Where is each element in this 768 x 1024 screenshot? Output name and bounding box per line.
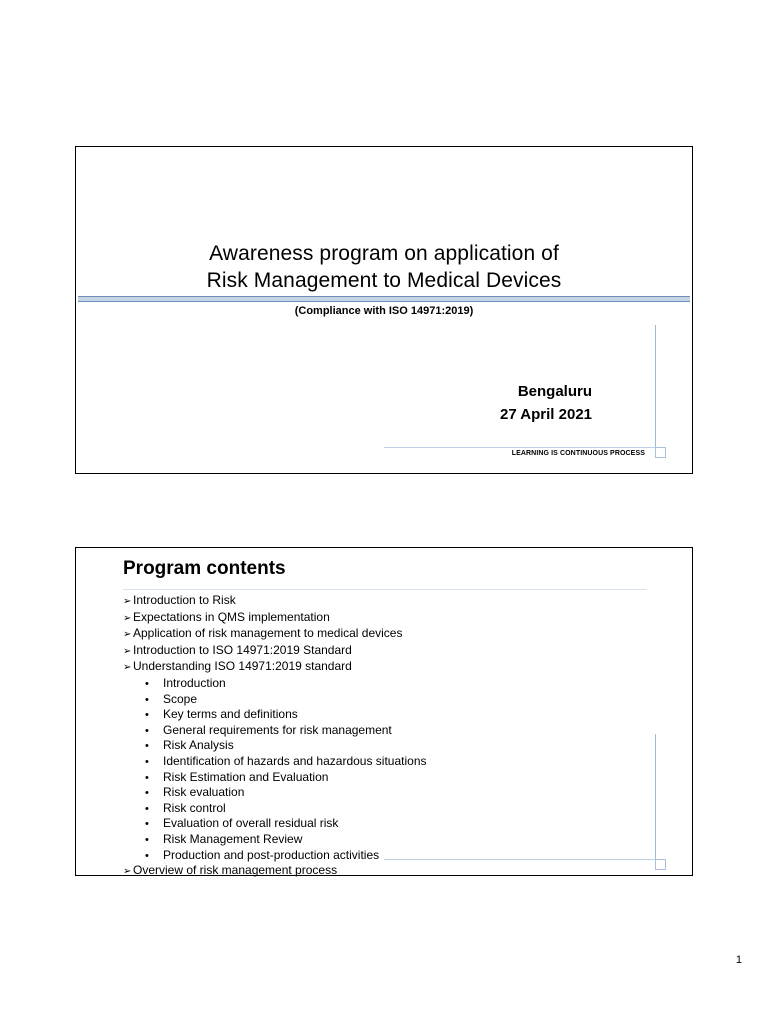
contents-subitem [123, 692, 427, 708]
contents-subitem [123, 848, 427, 864]
contents-item-text: Introduction to Risk [133, 593, 236, 607]
contents-item [123, 659, 427, 676]
contents-item-text: Evaluation of overall residual risk [163, 816, 339, 831]
title-line-2: Risk Management to Medical Devices [206, 269, 562, 292]
contents-item [123, 610, 427, 627]
dot-bullet-icon: • [145, 771, 149, 784]
location-text: Bengaluru [517, 383, 592, 400]
contents-subitem [123, 723, 427, 739]
contents-item-text: Expectations in QMS implementation [133, 609, 330, 624]
dot-bullet-icon: • [145, 849, 149, 862]
contents-item [123, 863, 427, 880]
dot-bullet-icon: • [145, 802, 149, 815]
guide-line-vertical [655, 325, 656, 450]
corner-square [655, 859, 666, 870]
contents-list [123, 593, 427, 880]
contents-item-text: Introduction to ISO 14971:2019 Standard [133, 642, 352, 657]
contents-subitem [123, 770, 427, 786]
contents-item-text: Overview of risk management process [133, 863, 338, 878]
dot-bullet-icon: • [145, 693, 149, 706]
heading-underline [123, 589, 647, 590]
arrow-bullet-icon: ➢ [123, 629, 132, 641]
title-divider [78, 296, 690, 302]
dot-bullet-icon: • [145, 755, 149, 768]
dot-bullet-icon: • [145, 677, 149, 690]
page-number: 1 [735, 954, 742, 966]
contents-item [123, 593, 427, 610]
title-slide-heading [76, 240, 692, 294]
title-subtitle: (Compliance with ISO 14971:2019) [294, 305, 474, 317]
contents-slide [75, 547, 693, 876]
contents-item-text: Risk Management Review [163, 831, 303, 846]
arrow-bullet-icon: ➢ [123, 866, 132, 878]
guide-line-horizontal [384, 447, 655, 448]
contents-item-text: Scope [163, 691, 198, 706]
title-slide [75, 146, 693, 474]
tagline-text: LEARNING IS CONTINUOUS PROCESS [511, 450, 645, 457]
contents-item-text: General requirements for risk management [163, 722, 392, 737]
contents-subitem [123, 832, 427, 848]
contents-subitem [123, 754, 427, 770]
contents-item-text: Risk evaluation [163, 785, 245, 800]
dot-bullet-icon: • [145, 833, 149, 846]
corner-square [655, 447, 666, 458]
contents-item-text: Introduction [163, 675, 226, 690]
title-line-1: Awareness program on application of [209, 242, 559, 265]
contents-subitem [123, 816, 427, 832]
contents-item-text: Understanding ISO 14971:2019 standard [133, 659, 352, 674]
arrow-bullet-icon: ➢ [123, 662, 132, 674]
dot-bullet-icon: • [145, 818, 149, 831]
date-text: 27 April 2021 [500, 406, 592, 423]
dot-bullet-icon: • [145, 709, 149, 722]
contents-subitem [123, 738, 427, 754]
contents-item [123, 643, 427, 660]
contents-item-text: Risk control [163, 800, 226, 815]
contents-subitem [123, 801, 427, 817]
contents-heading: Program contents [123, 558, 286, 579]
contents-subitem [123, 676, 427, 692]
guide-line-horizontal [384, 859, 655, 860]
contents-item-text: Risk Estimation and Evaluation [163, 769, 329, 784]
dot-bullet-icon: • [145, 787, 149, 800]
guide-line-vertical [655, 734, 656, 859]
arrow-bullet-icon: ➢ [123, 645, 132, 657]
contents-item-text: Risk Analysis [163, 738, 234, 753]
contents-subitem [123, 785, 427, 801]
contents-item [123, 626, 427, 643]
contents-item-text: Production and post-production activities [163, 847, 380, 862]
dot-bullet-icon: • [145, 740, 149, 753]
arrow-bullet-icon: ➢ [123, 596, 132, 607]
contents-item-text: Identification of hazards and hazardous situations [163, 753, 427, 768]
dot-bullet-icon: • [145, 724, 149, 737]
contents-item-text: Key terms and definitions [163, 707, 298, 722]
arrow-bullet-icon: ➢ [123, 612, 132, 624]
contents-subitem [123, 707, 427, 723]
contents-item-text: Application of risk management to medical devices [133, 626, 403, 641]
